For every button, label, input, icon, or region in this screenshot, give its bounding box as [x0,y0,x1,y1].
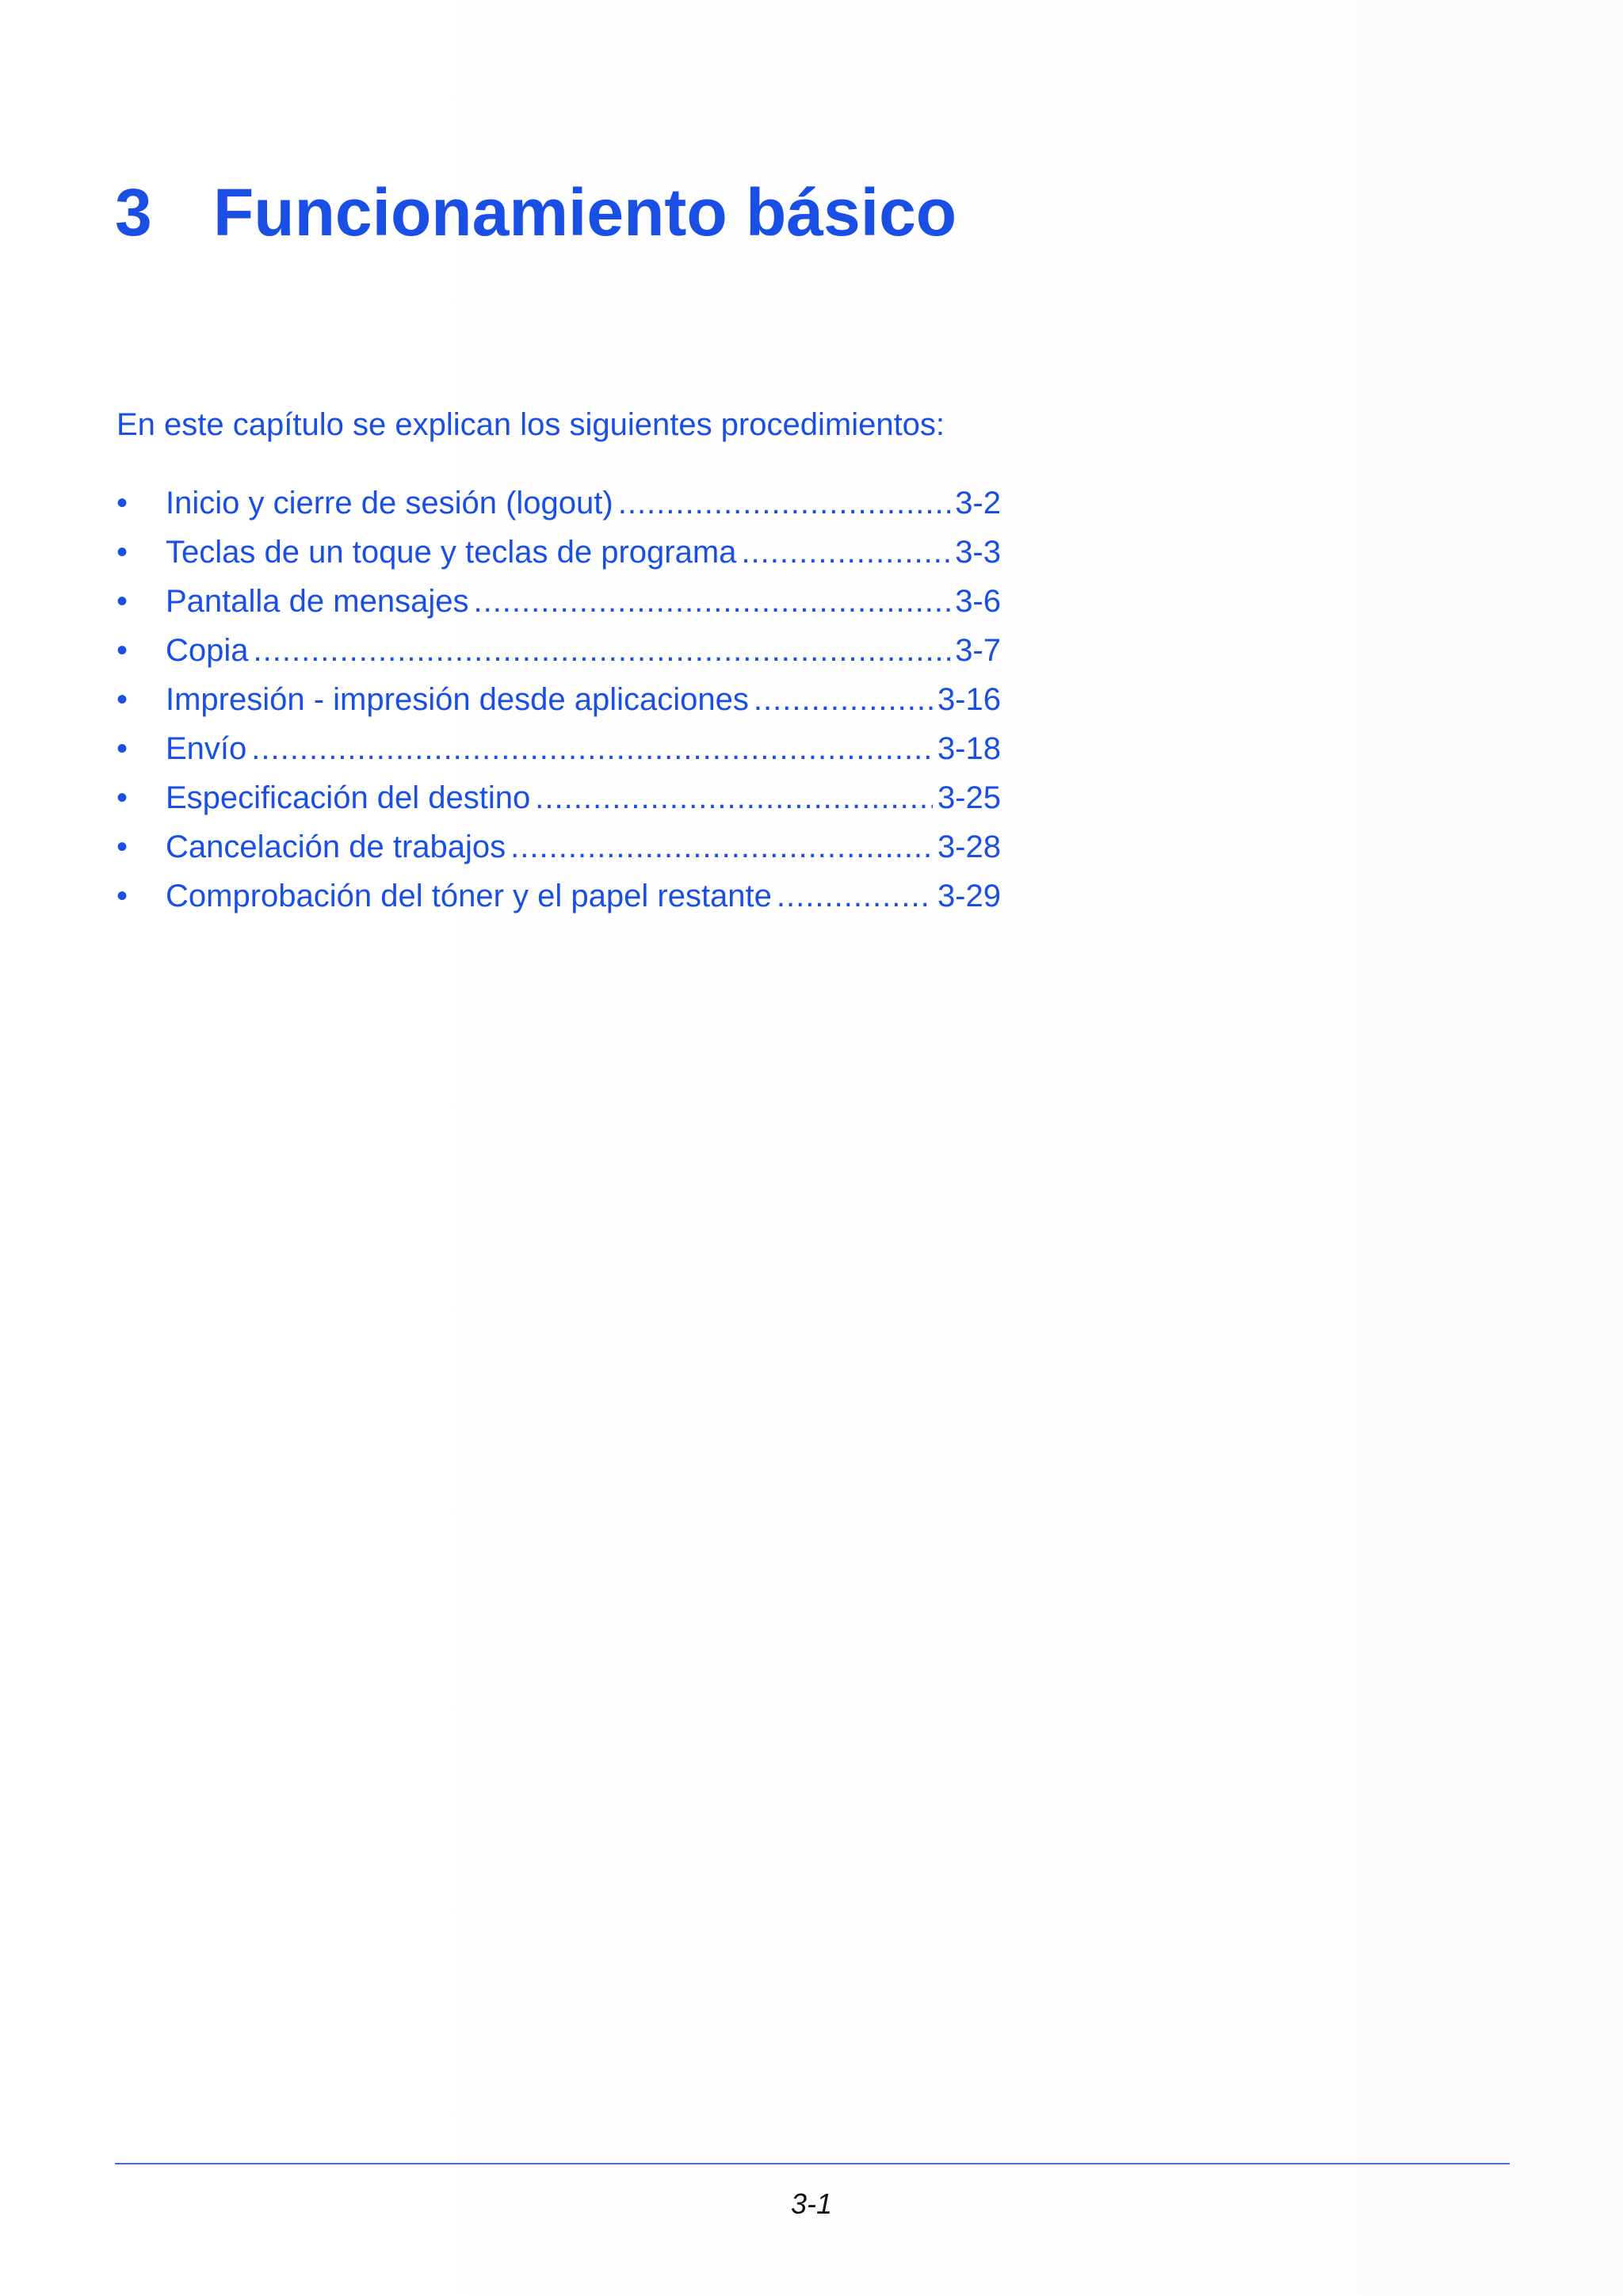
toc-item-label: Cancelación de trabajos [166,830,506,864]
dot-leader [473,577,950,626]
toc-item-label: Copia [166,633,249,668]
toc-item-label: Inicio y cierre de sesión (logout) [166,486,613,521]
dot-leader [510,822,933,871]
toc-item-label: Pantalla de mensajes [166,584,469,619]
page-number: 3-1 [790,2187,833,2220]
dot-leader [251,724,933,773]
dot-leader [254,626,951,675]
toc-item-page: 3-28 [937,830,1001,864]
toc-item-page: 3-18 [937,731,1001,766]
toc-item-page: 3-2 [955,486,1001,521]
table-of-contents [116,479,1001,921]
toc-item [116,724,1001,773]
dot-leader [618,479,950,528]
toc-item-page: 3-3 [955,535,1001,570]
chapter-heading [115,173,957,252]
toc-item [116,577,1001,626]
dot-leader [535,773,933,822]
toc-item [116,822,1001,871]
toc-item-label: Especificación del destino [166,780,531,815]
dot-leader [777,871,933,921]
footer-divider [115,2163,1510,2164]
toc-item-page: 3-6 [955,584,1001,619]
bullet-icon: • [116,486,128,521]
toc-item-page: 3-7 [955,633,1001,668]
bullet-icon: • [116,879,128,913]
toc-item-label: Comprobación del tóner y el papel restante [166,879,772,913]
chapter-title: Funcionamiento básico [213,175,957,250]
toc-item [116,479,1001,528]
toc-item-label: Envío [166,731,247,766]
toc-item-page: 3-16 [937,682,1001,717]
bullet-icon: • [116,731,128,766]
dot-leader [754,675,933,724]
bullet-icon: • [116,682,128,717]
toc-item [116,773,1001,822]
chapter-number: 3 [115,175,152,250]
bullet-icon: • [116,780,128,815]
bullet-icon: • [116,535,128,570]
toc-item [116,675,1001,724]
dot-leader [741,528,950,577]
bullet-icon: • [116,633,128,668]
bullet-icon: • [116,584,128,619]
intro-text: En este capítulo se explican los siguientes procedimientos: [116,407,945,442]
toc-item [116,528,1001,577]
toc-item-page: 3-25 [937,780,1001,815]
toc-item [116,871,1001,921]
toc-item [116,626,1001,675]
toc-item-label: Teclas de un toque y teclas de programa [166,535,737,570]
toc-item-page: 3-29 [937,879,1001,913]
bullet-icon: • [116,830,128,864]
toc-item-label: Impresión - impresión desde aplicaciones [166,682,749,717]
